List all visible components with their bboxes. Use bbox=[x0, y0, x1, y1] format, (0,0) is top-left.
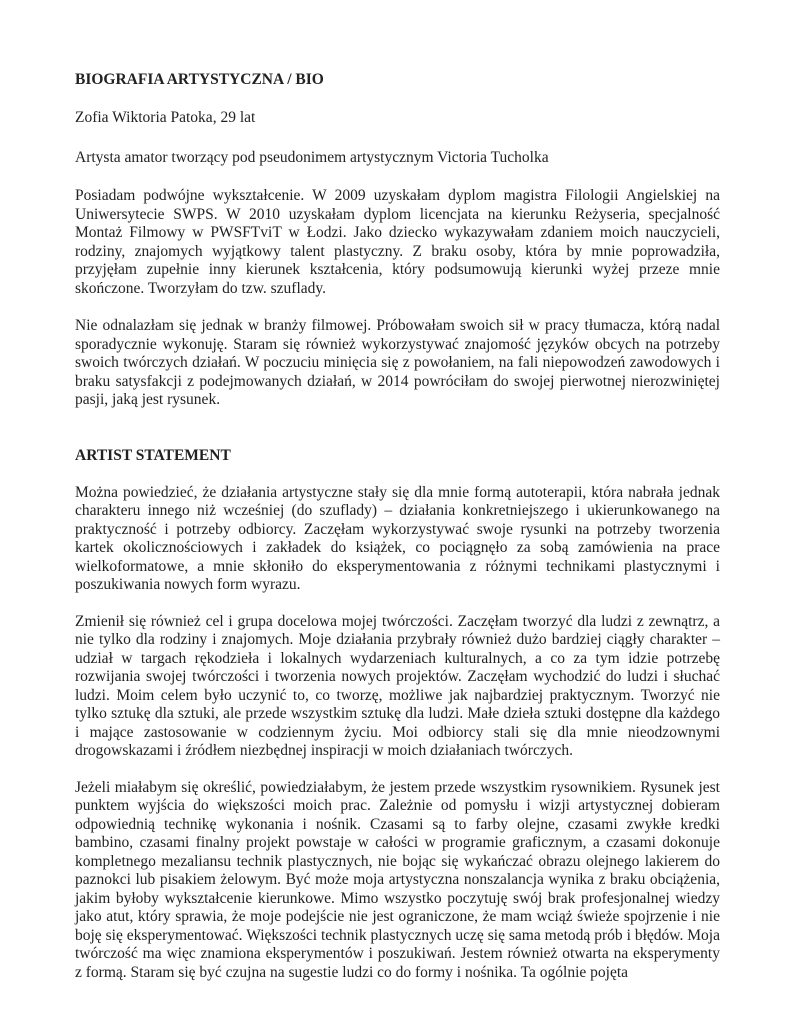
statement-paragraph-autotherapy: Można powiedzieć, że działania artystyczne stały się dla mnie formą autoterapii, która nabrała jednak charakteru innego niż wcześniej (do szuflady) – działania konkretniejszego i ukierunkowanego na praktyczność i potrzeby odbiorcy. Zaczęłam wykorzystywać swoje rysunki na potrzeby tworzenia kartek okolicznościowych i zakładek do książek, co pociągnęło za sobą zamówienia na prace wielkoformatowe, a mnie skłoniło do eksperymentowania z różnymi technikami plastycznymi i poszukiwania nowych form wyrazu. bbox=[75, 483, 720, 593]
statement-paragraph-audience: Zmienił się również cel i grupa docelowa mojej twórczości. Zaczęłam tworzyć dla ludzi z zewnątrz, a nie tylko dla rodziny i znajomych. Moje działania przybrały również dużo bardziej ciągły charakter – udział w targach rękodzieła i lokalnych wydarzeniach kulturalnych, a co za tym idzie potrzebę rozwijania swojej twórczości i tworzenia nowych projektów. Zaczęłam wychodzić do ludzi i słuchać ludzi. Moim celem było uczynić to, co tworzę, możliwe jak najbardziej praktycznym. Tworzyć nie tylko sztukę dla sztuki, ale przede wszystkim sztukę dla ludzi. Małe dzieła sztuki dostępne dla każdego i mające zastosowanie w codziennym życiu. Moi odbiorcy stali się dla mnie nieodzownymi drogowskazami i źródłem niezbędnej inspiracji w moich działaniach twórczych. bbox=[75, 612, 720, 759]
author-pseudonym: Artysta amator tworzący pod pseudonimem artystycznym Victoria Tucholka bbox=[75, 148, 549, 166]
bio-paragraph-education: Posiadam podwójne wykształcenie. W 2009 uzyskałam dyplom magistra Filologii Angielskiej na Uniwersytecie SWPS. W 2010 uzyskałam dyplom licencjata na kierunku Reżyseria, specjalność Montaż Filmowy w PWSFTviT w Łodzi. Jako dziecko wykazywałam zdaniem moich nauczycieli, rodziny, znajomych wyjątkowy talent plastyczny. Z braku osoby, która by mnie poprowadziła, przyjęłam zupełnie inny kierunek kształcenia, który podsumowują kierunki wyżej przeze mnie skończone. Tworzyłam do tzw. szuflady. bbox=[75, 187, 720, 297]
bio-paragraph-career: Nie odnalazłam się jednak w branży filmowej. Próbowałam swoich sił w pracy tłumacza, którą nadal sporadycznie wykonuję. Staram się również wykorzystywać znajomość języków obcych na potrzeby swoich twórczych działań. W poczuciu minięcia się z powołaniem, na fali niepowodzeń zawodowych i braku satysfakcji z podejmowanych działań, w 2014 powróciłam do swojej pierwotnej nierozwiniętej pasji, jaką jest rysunek. bbox=[75, 317, 720, 408]
artist-statement-heading: ARTIST STATEMENT bbox=[75, 446, 231, 464]
document-page bbox=[75, 70, 720, 982]
statement-paragraph-techniques: Jeżeli miałabym się określić, powiedziałabym, że jestem przede wszystkim rysownikiem. Rysunek jest punktem wyjścia do większości moich prac. Zależnie od pomysłu i wizji artystycznej dobieram odpowiednią technikę wykonania i nośnik. Czasami są to farby olejne, czasami zwykłe kredki bambino, czasami finalny projekt powstaje w całości w programie graficznym, a czasami dokonuje kompletnego mezaliansu technik plastycznych, nie bojąc się wykańczać obrazu olejnego lakierem do paznokci lub pisakiem żelowym. Być może moja artystyczna nonszalancja wynika z braku obciążenia, jakim byłoby wykształcenie kierunkowe. Mimo wszystko poczytuję swój brak profesjonalnej wiedzy jako atut, który sprawia, że moje podejście nie jest ograniczone, że mam wciąż świeże spojrzenie i nie boję się eksperymentować. Większości technik plastycznych uczę się sama metodą prób i błędów. Moja twórczość ma więc znamiona eksperymentów i poszukiwań. Jestem również otwarta na eksperymenty z formą. Staram się być czujna na sugestie ludzi co do formy i nośnika. Ta ogólnie pojęta bbox=[75, 778, 720, 981]
bio-heading: BIOGRAFIA ARTYSTYCZNA / BIO bbox=[75, 71, 324, 88]
author-name-age: Zofia Wiktoria Patoka, 29 lat bbox=[75, 109, 256, 126]
